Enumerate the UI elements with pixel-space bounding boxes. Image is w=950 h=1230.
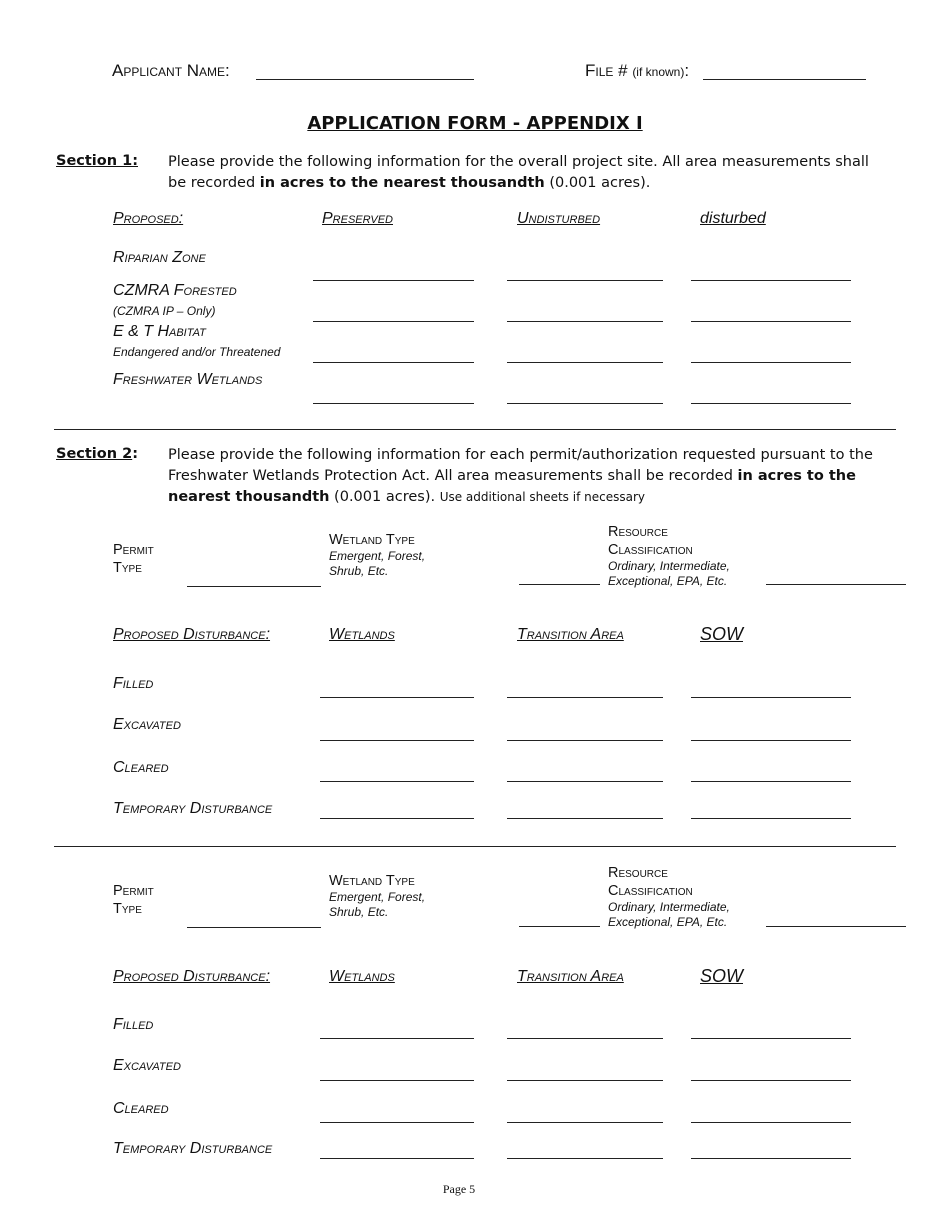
permit-type-field[interactable] <box>187 586 321 587</box>
cleared-label: Cleared <box>113 1100 169 1117</box>
wetland-type-note2: Shrub, Etc. <box>329 564 389 578</box>
file-number-colon: : <box>684 61 690 80</box>
excavated-sow-field[interactable] <box>691 1080 851 1081</box>
filled-sow-field[interactable] <box>691 1038 851 1039</box>
temporary-sow-field[interactable] <box>691 1158 851 1159</box>
et-habitat-note: Endangered and/or Threatened <box>113 345 281 359</box>
wetland-type-field[interactable] <box>519 584 600 585</box>
resource-classification-label <box>608 864 730 930</box>
riparian-undisturbed-field[interactable] <box>507 280 663 281</box>
proposed-disturbance-header: Proposed Disturbance: <box>113 968 271 985</box>
applicant-name-label: Applicant Name: <box>112 61 230 80</box>
wetland-type-label <box>329 872 425 920</box>
et-disturbed-field[interactable] <box>691 362 851 363</box>
czmra-undisturbed-field[interactable] <box>507 321 663 322</box>
section1-text-b: (0.001 acres). <box>544 175 651 191</box>
riparian-preserved-field[interactable] <box>313 280 474 281</box>
wetland-type-note1: Emergent, Forest, <box>329 890 426 904</box>
section2-label-main: Section 2 <box>56 446 133 462</box>
permit-type-line2: Type <box>113 560 142 576</box>
temporary-disturbance-label: Temporary Disturbance <box>113 1140 273 1157</box>
excavated-wetlands-field[interactable] <box>320 1080 474 1081</box>
permit-type-field[interactable] <box>187 927 321 928</box>
section2-text-b: (0.001 acres). <box>329 489 440 505</box>
wetlands-header: Wetlands <box>329 626 395 643</box>
block-divider <box>54 846 896 847</box>
permit-type-label <box>113 541 154 577</box>
resource-line2: Classification <box>608 542 693 558</box>
czmra-disturbed-field[interactable] <box>691 321 851 322</box>
undisturbed-header: Undisturbed <box>517 210 601 227</box>
filled-transition-field[interactable] <box>507 1038 663 1039</box>
file-number-field[interactable] <box>703 79 866 80</box>
freshwater-preserved-field[interactable] <box>313 403 474 404</box>
section1-text-a: Please provide the following information for the overall project site. All area measurements shall be recorded <box>168 154 869 191</box>
section2-text-bold: in acres to the nearest thousandth <box>168 468 856 505</box>
czmra-forested-label: CZMRA Forested <box>113 282 237 299</box>
file-number-text: File # <box>585 61 628 80</box>
riparian-zone-label: Riparian Zone <box>113 249 206 266</box>
resource-classification-field[interactable] <box>766 584 906 585</box>
resource-note2: Exceptional, EPA, Etc. <box>608 915 728 929</box>
section1-instructions <box>168 152 888 194</box>
cleared-transition-field[interactable] <box>507 781 663 782</box>
wetland-type-label <box>329 531 425 579</box>
proposed-disturbance-header: Proposed Disturbance: <box>113 626 271 643</box>
cleared-sow-field[interactable] <box>691 781 851 782</box>
excavated-label: Excavated <box>113 1057 181 1074</box>
section2-text-small: Use additional sheets if necessary <box>439 490 645 504</box>
resource-line1: Resource <box>608 865 668 881</box>
permit-type-label <box>113 882 154 918</box>
filled-sow-field[interactable] <box>691 697 851 698</box>
temporary-wetlands-field[interactable] <box>320 818 474 819</box>
excavated-sow-field[interactable] <box>691 740 851 741</box>
file-number-hint: (if known) <box>632 65 685 79</box>
wetland-type-field[interactable] <box>519 926 600 927</box>
wetland-type-title: Wetland Type <box>329 873 415 889</box>
section2-label-colon: : <box>132 446 139 462</box>
sow-header: SOW <box>700 624 743 644</box>
et-habitat-label: E & T Habitat <box>113 323 206 340</box>
sow-header: SOW <box>700 966 743 986</box>
permit-type-line1: Permit <box>113 542 154 558</box>
applicant-name-field[interactable] <box>256 79 474 80</box>
cleared-wetlands-field[interactable] <box>320 1122 474 1123</box>
permit-type-line1: Permit <box>113 883 154 899</box>
resource-classification-label <box>608 523 730 589</box>
temporary-disturbance-label: Temporary Disturbance <box>113 800 273 817</box>
riparian-disturbed-field[interactable] <box>691 280 851 281</box>
cleared-label: Cleared <box>113 759 169 776</box>
wetland-type-note2: Shrub, Etc. <box>329 905 389 919</box>
section1-label: Section 1: <box>56 153 138 169</box>
resource-line2: Classification <box>608 883 693 899</box>
section-divider <box>54 429 896 430</box>
transition-area-header: Transition Area <box>517 626 624 643</box>
et-undisturbed-field[interactable] <box>507 362 663 363</box>
section2-instructions <box>168 445 888 508</box>
resource-note2: Exceptional, EPA, Etc. <box>608 574 728 588</box>
section2-label <box>56 446 138 462</box>
filled-transition-field[interactable] <box>507 697 663 698</box>
transition-area-header: Transition Area <box>517 968 624 985</box>
temporary-transition-field[interactable] <box>507 1158 663 1159</box>
freshwater-undisturbed-field[interactable] <box>507 403 663 404</box>
resource-line1: Resource <box>608 524 668 540</box>
excavated-label: Excavated <box>113 716 181 733</box>
cleared-wetlands-field[interactable] <box>320 781 474 782</box>
resource-classification-field[interactable] <box>766 926 906 927</box>
wetland-type-note1: Emergent, Forest, <box>329 549 426 563</box>
resource-note1: Ordinary, Intermediate, <box>608 900 730 914</box>
temporary-sow-field[interactable] <box>691 818 851 819</box>
disturbed-header: disturbed <box>700 210 766 227</box>
freshwater-wetlands-label: Freshwater Wetlands <box>113 371 263 388</box>
et-preserved-field[interactable] <box>313 362 474 363</box>
excavated-wetlands-field[interactable] <box>320 740 474 741</box>
freshwater-disturbed-field[interactable] <box>691 403 851 404</box>
filled-label: Filled <box>113 675 154 692</box>
cleared-sow-field[interactable] <box>691 1122 851 1123</box>
filled-wetlands-field[interactable] <box>320 1038 474 1039</box>
proposed-header: Proposed: <box>113 210 184 227</box>
czmra-preserved-field[interactable] <box>313 321 474 322</box>
preserved-header: Preserved <box>322 210 393 227</box>
cleared-transition-field[interactable] <box>507 1122 663 1123</box>
page-title: APPLICATION FORM - APPENDIX I <box>307 113 643 134</box>
page-number: Page 5 <box>442 1182 476 1196</box>
temporary-transition-field[interactable] <box>507 818 663 819</box>
filled-label: Filled <box>113 1016 154 1033</box>
section1-text-bold: in acres to the nearest thousandth <box>259 175 545 191</box>
section2-text-a: Please provide the following information for each permit/authorization requested pursuant to the Freshwater Wetlands Protection Act. All area measurements shall be recorded <box>168 447 873 484</box>
excavated-transition-field[interactable] <box>507 740 663 741</box>
wetlands-header: Wetlands <box>329 968 395 985</box>
filled-wetlands-field[interactable] <box>320 697 474 698</box>
temporary-wetlands-field[interactable] <box>320 1158 474 1159</box>
wetland-type-title: Wetland Type <box>329 532 415 548</box>
czmra-note: (CZMRA IP – Only) <box>113 304 216 318</box>
file-number-label <box>585 61 689 81</box>
permit-type-line2: Type <box>113 901 142 917</box>
excavated-transition-field[interactable] <box>507 1080 663 1081</box>
resource-note1: Ordinary, Intermediate, <box>608 559 730 573</box>
